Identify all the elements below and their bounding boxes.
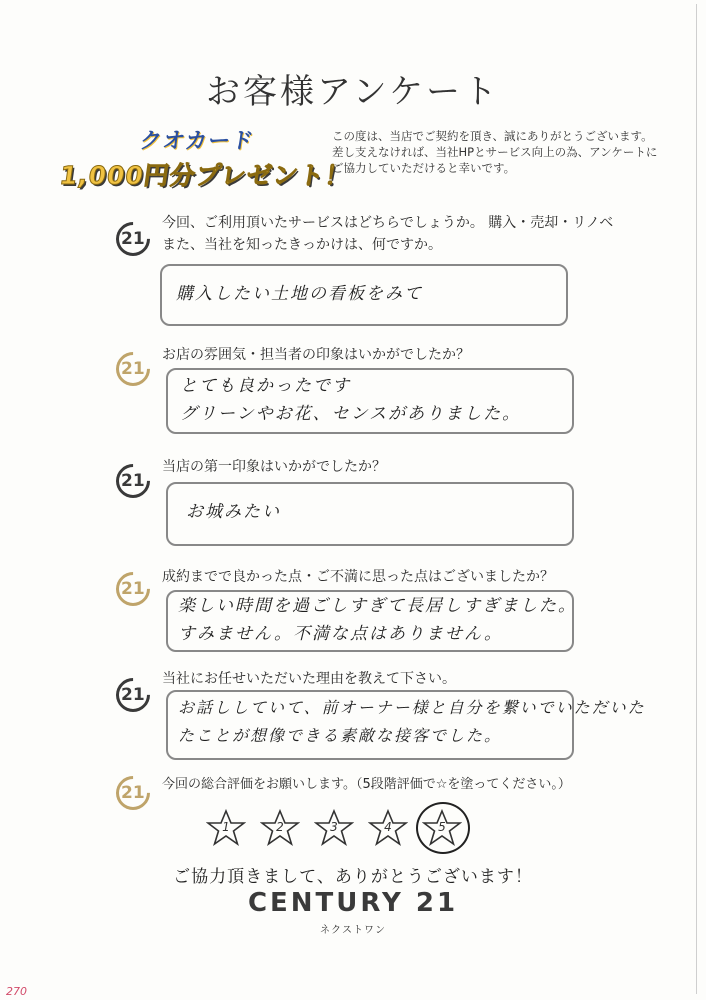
question-1: 今回、ご利用頂いたサービスはどちらでしょうか。 購入・売却・リノベ また、当社を知ったきっかけは、何ですか。: [162, 215, 614, 253]
answer-2: とても良かったです グリーンやお花、センスがありました。: [180, 376, 522, 424]
answer-1: 購入したい土地の看板をみて: [176, 284, 423, 304]
century21-logo-icon: 21: [109, 671, 157, 719]
promo-present: 1,000円分プレゼント！: [57, 161, 353, 190]
century21-logo-icon: 21: [109, 457, 157, 505]
star-5[interactable]: 5: [422, 808, 462, 848]
rating-stars: [206, 808, 462, 848]
thanks-message: ご協力頂きまして、ありがとうございます！: [173, 867, 533, 887]
question-4: 成約までで良かった点・ご不満に思った点はございましたか？: [162, 569, 554, 585]
brand-subtitle: ネクストワン: [320, 925, 386, 936]
star-4[interactable]: 4: [368, 808, 408, 848]
promo-quo-card: クオカード: [137, 129, 256, 154]
question-2: お店の雰囲気・担当者の印象はいかがでしたか？: [162, 347, 470, 363]
answer-5: お話ししていて、前オーナー様と自分を繋いでいただいた たことが想像できる素敵な接客でした。: [178, 698, 646, 745]
answer-3: お城みたい: [186, 502, 281, 522]
star-2[interactable]: 2: [260, 808, 300, 848]
question-3: 当店の第一印象はいかがでしたか？: [162, 459, 386, 475]
century21-logo-icon: 21: [109, 565, 157, 613]
century21-logo-icon: 21: [109, 215, 157, 263]
brand-logo: CENTURY 21: [247, 888, 459, 918]
star-1[interactable]: 1: [206, 808, 246, 848]
star-3[interactable]: 3: [314, 808, 354, 848]
question-5: 当社にお任せいただいた理由を教えて下さい。: [162, 671, 456, 687]
page-title: お客様アンケート: [206, 72, 500, 112]
intro-text: この度は、当店でご契約を頂き、誠にありがとうございます。差し支えなければ、当社HPとサービス向上の為、アンケートにご協力していただけると幸いです。: [332, 129, 658, 175]
page-number: 270: [6, 985, 27, 998]
century21-logo-icon: 21: [109, 345, 157, 393]
question-6: 今回の総合評価をお願いします。（5段階評価で☆を塗ってください。）: [162, 777, 571, 792]
century21-logo-icon: 21: [109, 769, 157, 817]
answer-4: 楽しい時間を過ごしすぎて長居しすぎました。 すみません。不満な点はありません。: [178, 596, 577, 644]
